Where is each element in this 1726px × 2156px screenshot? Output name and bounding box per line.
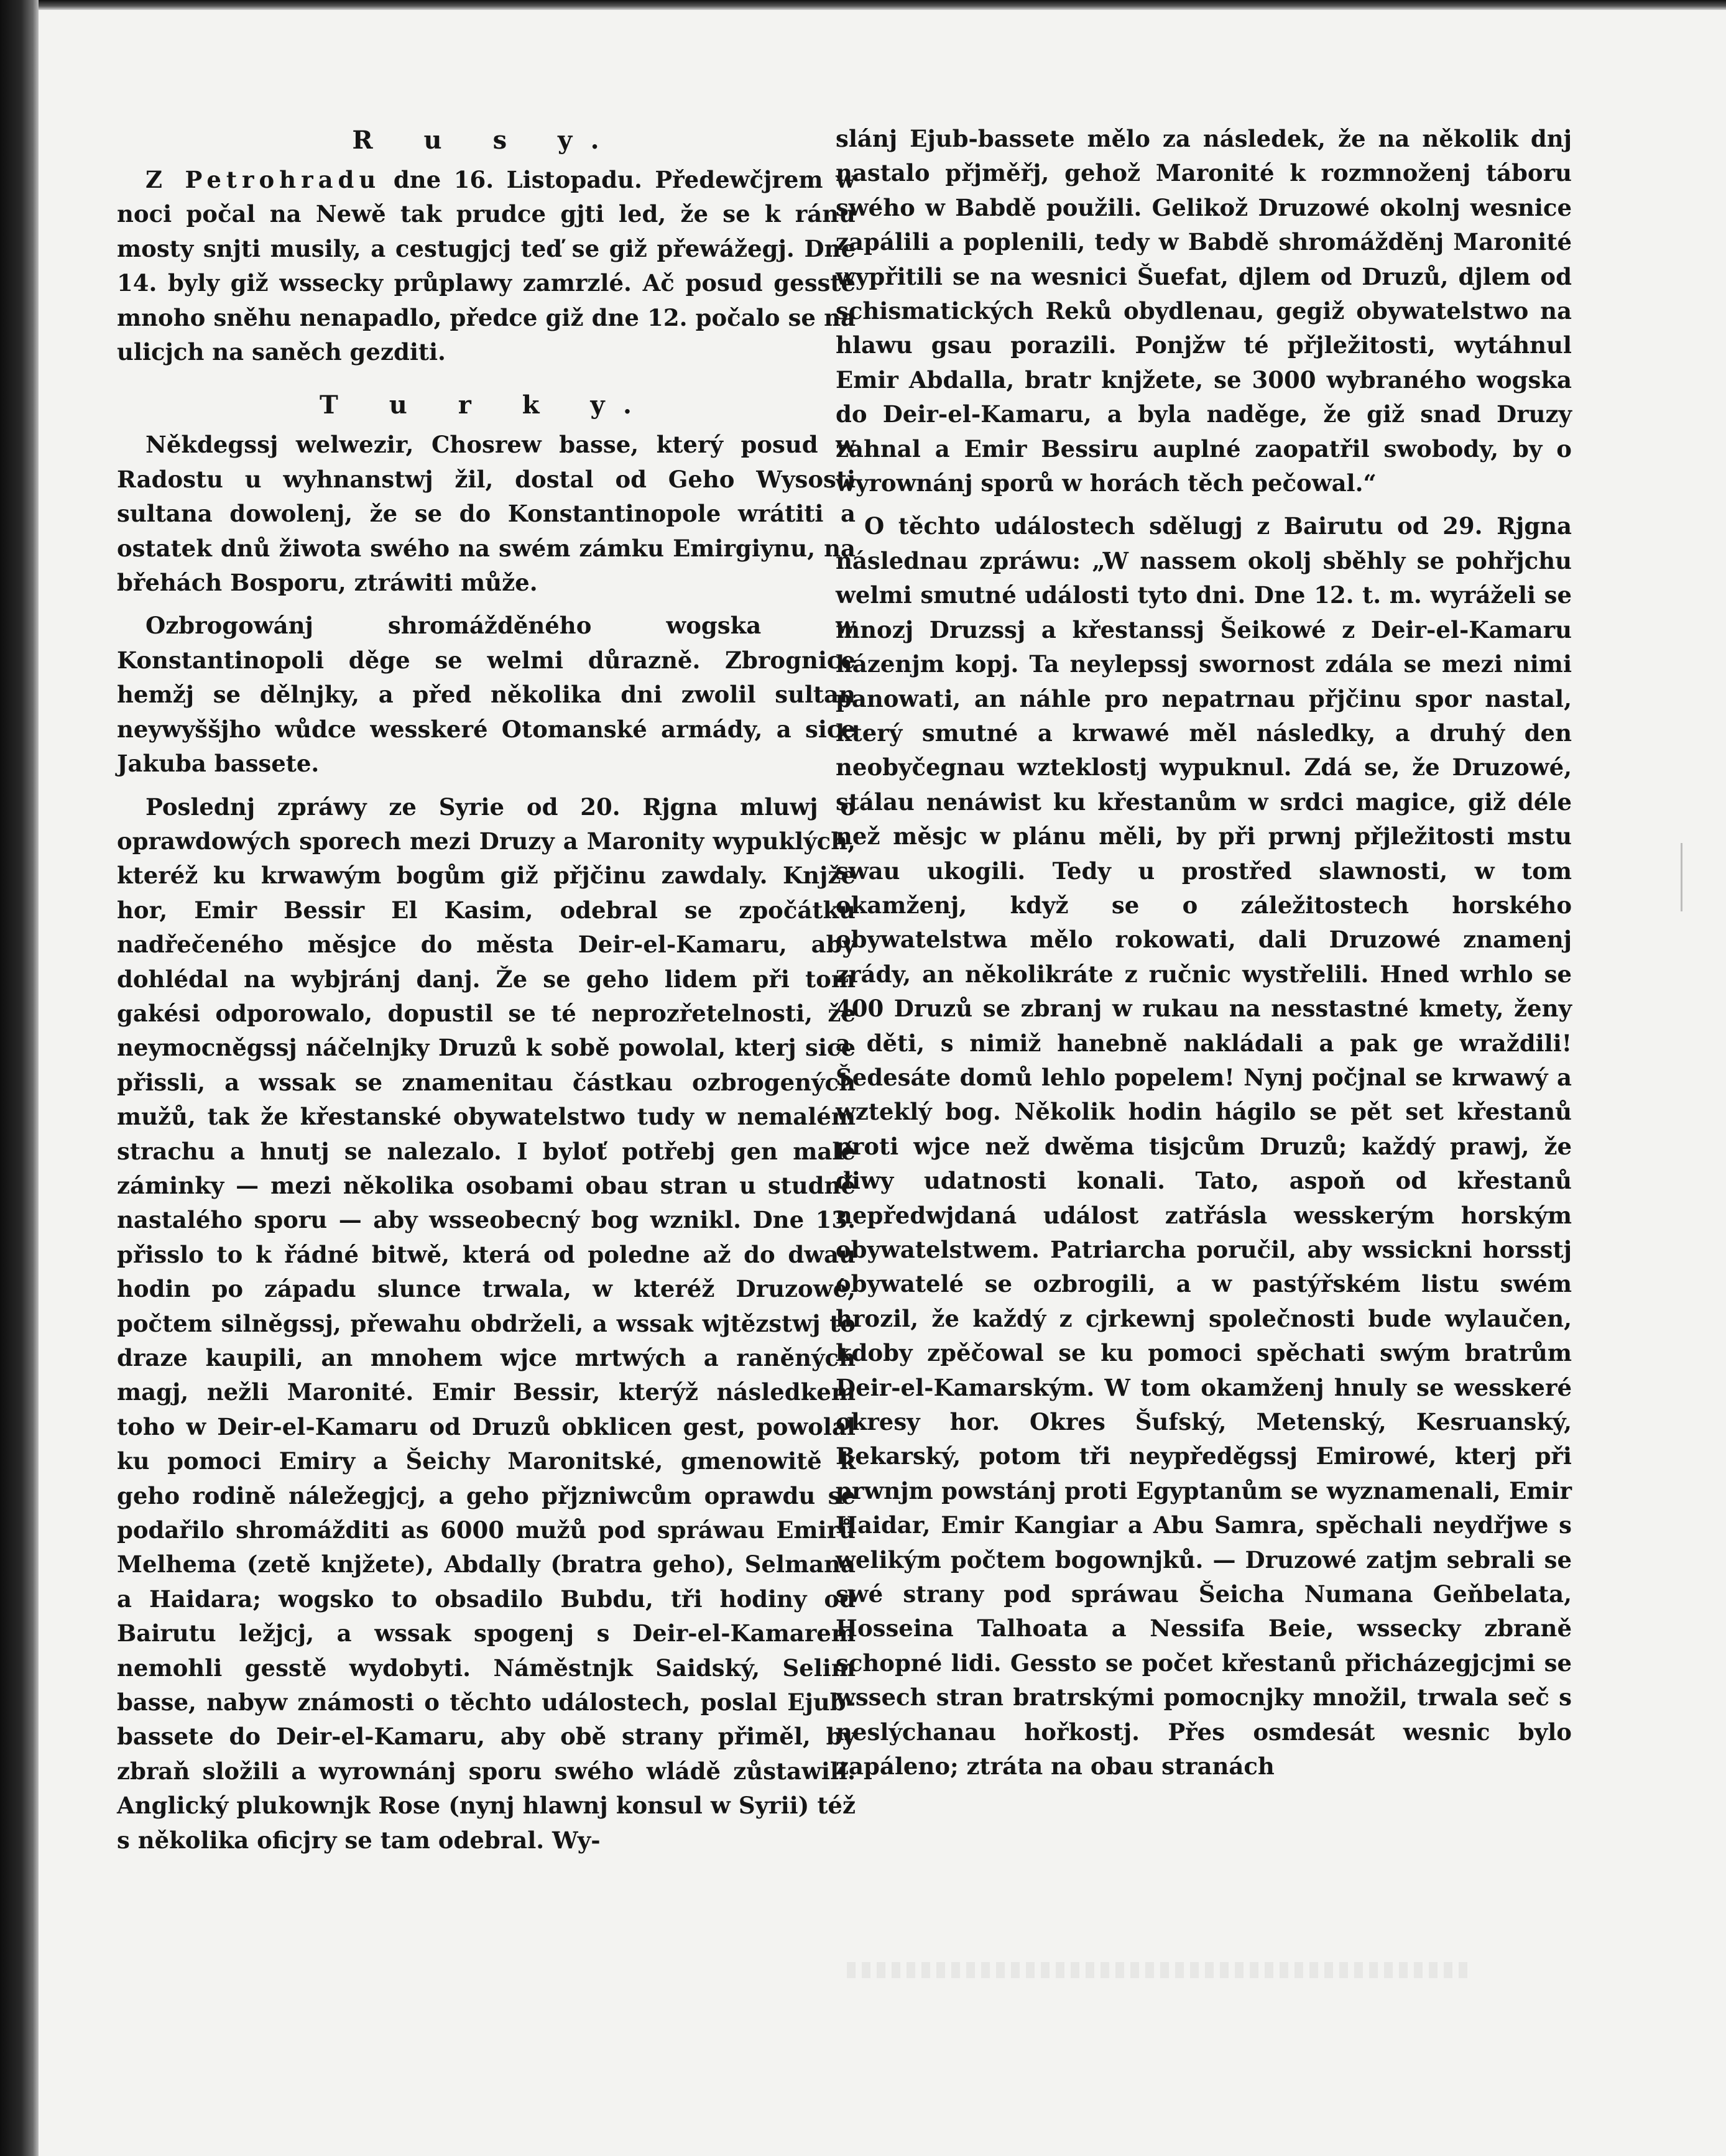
- left-column: [117, 122, 856, 1858]
- continuation-paragraph: slánj Ejub-bassete mělo za následek, že na několik dnj nastalo přjměřj, gehož Maronité k rozmnoženj táboru swého w Babdě použili. Gelikož Druzowé okolnj wesnice zapálili a poplenili, tedy w Babdě shromážděnj Maronité wypřitili se na wesnici Šuefat, djlem od Druzů, djlem od schismatických Reků obydlenau, gegiž obywatelstwo na hlawu gsau porazili. Ponjžw té přjležitosti, wytáhnul Emir Abdalla, bratr knjžete, se 3000 wybraného wogska do Deir-el-Kamaru, a byla naděge, že giž snad Druzy zahnal a Emir Bessiru auplné zaopatřil swobody, by o wyrownánj sporů w horách těch pečowal.“: [836, 125, 1572, 497]
- turkey-paragraph-3: Poslednj zpráwy ze Syrie od 20. Rjgna mluwj o oprawdowých sporech mezi Druzy a Maronity wypuklých, kteréž ku krwawým bogům giž přjčinu zawdaly. Knjže hor, Emir Bessir El Kasim, odebral se zpočátku nadřečeného měsjce do města Deir-el-Kamaru, aby dohlédal na wybjránj danj. Že se geho lidem při tom gakési odporowalo, dopustil se té neprozřetelnosti, že neymocněgssj náčelnjky Druzů k sobě powolal, kterj sice přissli, a wssak se znamenitau částkau ozbrogených mužů, tak že křestanské obywatelstwo tudy w nemalém strachu a hnutj se nalezalo. I byloť potřebj gen malé záminky — mezi několika osobami obau stran u studně nastalého sporu — aby wsseobecný bog wznikl. Dne 13. přisslo to k řádné bitwě, která od poledne až do dwau hodin po západu slunce trwala, w kteréž Druzowé, počtem silněgssj, přewahu obdrželi, a wssak wjtězstwj to draze kaupili, an mnohem wjce mrtwých a raněných magj, nežli Maronité. Emir Bessir, kterýž následkem toho w Deir-el-Kamaru od Druzů obklicen gest, powolal ku pomoci Emiry a Šeichy Maronitské, gmenowitě k geho rodině náležegjcj, a geho přjzniwcům oprawdu se podařilo shromážditi as 6000 mužů pod spráwau Emirů Melhema (zetě knjžete), Abdally (bratra geho), Selmana a Haidara; wogsko to obsadilo Bubdu, tři hodiny od Bairutu ležjcj, a wssak spogenj s Deir-el-Kamarem nemohli gesstě wydobyti. Náměstnjk Saidský, Selim basse, nabyw známosti o těchto událostech, poslal Ejub-bassete do Deir-el-Kamaru, aby obě strany přiměl, by zbraň složili a wyrownánj sporu swého wládě zůstawili. Anglický plukownjk Rose (nynj hlawnj konsul w Syrii) též s několika oficjry se tam odebral. Wy-: [117, 793, 856, 1854]
- turkey-paragraph-1: Někdegssj welwezir, Chosrew basse, který posud w Radostu u wyhnanstwj žil, dostal od Geho Wysosti sultana dowolenj, že se do Konstantinopole wrátiti a ostatek dnů žiwota swého na swém zámku Emirgiynu, na břehách Bosporu, ztráwiti může.: [117, 431, 856, 597]
- bleed-through-text: [847, 1962, 1469, 1978]
- section-heading-russia: R u s y.: [352, 126, 621, 155]
- section-heading-turkey: T u r k y.: [320, 390, 653, 420]
- turkey-paragraph-2: Ozbrogowánj shromážděného wogska w Konstantinopoli děge se welmi důrazně. Zbrognice hemžj se dělnjky, a před několika dni zwolil sultan neywyššjho wůdce wesskeré Otomanské armády, a sice Jakuba bassete.: [117, 612, 856, 778]
- scan-top-edge: [39, 0, 1726, 10]
- newspaper-page: [39, 10, 1726, 2156]
- scan-binding-edge: [0, 0, 39, 2156]
- right-column: [836, 122, 1572, 1784]
- margin-mark: [1672, 843, 1682, 911]
- russia-report-text: dne 16. Listopadu. Předewčjrem w noci počal na Newě tak prudce gjti led, že se k ránu mosty snjti musily, a cestugjcj teď se giž přewážegj. Dne 14. byly giž wssecky průplawy zamrzlé. Ač posud gesstě mnoho sněhu nenapadlo, předce giž dne 12. počalo se na ulicjch na saněch gezditi.: [117, 166, 856, 366]
- russia-report: [117, 163, 856, 369]
- dateline-place: Z Petrohradu: [145, 166, 381, 193]
- bairut-report-paragraph: O těchto událostech sdělugj z Bairutu od 29. Rjgna následnau zpráwu: „W nassem okolj sběhly se pohřjchu welmi smutné události tyto dni. Dne 12. t. m. wyráželi se mnozj Druzssj a křestanssj Šeikowé z Deir-el-Kamaru házenjm kopj. Ta neylepssj swornost zdála se mezi nimi panowati, an náhle pro nepatrnau přjčinu spor nastal, který smutné a krwawé měl následky, a druhý den neobyčegnau wzteklostj wypuknul. Zdá se, že Druzowé, stálau nenáwist ku křestanům w srdci magice, giž déle než měsjc w plánu měli, by při prwnj přjležitosti mstu swau ukogili. Tedy u prostřed slawnosti, w tom okamženj, když se o záležitostech horského obywatelstwa mělo rokowati, dali Druzowé znamenj zrády, an několikráte z ručnic wystřelili. Hned wrhlo se 400 Druzů se zbranj w rukau na nesstastné kmety, ženy a děti, s nimiž hanebně nakládali a pak ge wraždili! Šedesáte domů lehlo popelem! Nynj počjnal se krwawý a wzteklý bog. Několik hodin hágilo se pět set křestanů proti wjce než dwěma tisjcům Druzů; každý prawj, že diwy udatnosti konali. Tato, aspoň od křestanů nepředwjdaná událost zatřásla wesskerým horským obywatelstwem. Patriarcha poručil, aby wssickni horsstj obywatelé se ozbrogili, a w pastýřském listu swém hrozil, že každý z cjrkewnj společnosti bude wylaučen, kdoby zpěčowal se ku pomoci spěchati swým bratrům Deir-el-Kamarským. W tom okamženj hnuly se wesskeré okresy hor. Okres Šufský, Metenský, Kesruanský, Bekarský, potom tři neypředěgssj Emirowé, kterj při prwnjm powstánj proti Egyptanům se wyznamenali, Emir Haidar, Emir Kangiar a Abu Samra, spěchali neydřjwe s welikým počtem bogownjků. — Druzowé zatjm sebrali se swé strany pod spráwau Šeicha Numana Geňbelata, Hosseina Talhoata a Nessifa Beie, wssecky zbraně schopné lidi. Gessto se počet křestanů přicházegjcjmi se wssech stran bratrskými pomocnjky množil, trwala seč s neslýchanau hořkostj. Přes osmdesát wesnic bylo zapáleno; ztráta na obau stranách: [836, 512, 1572, 1781]
